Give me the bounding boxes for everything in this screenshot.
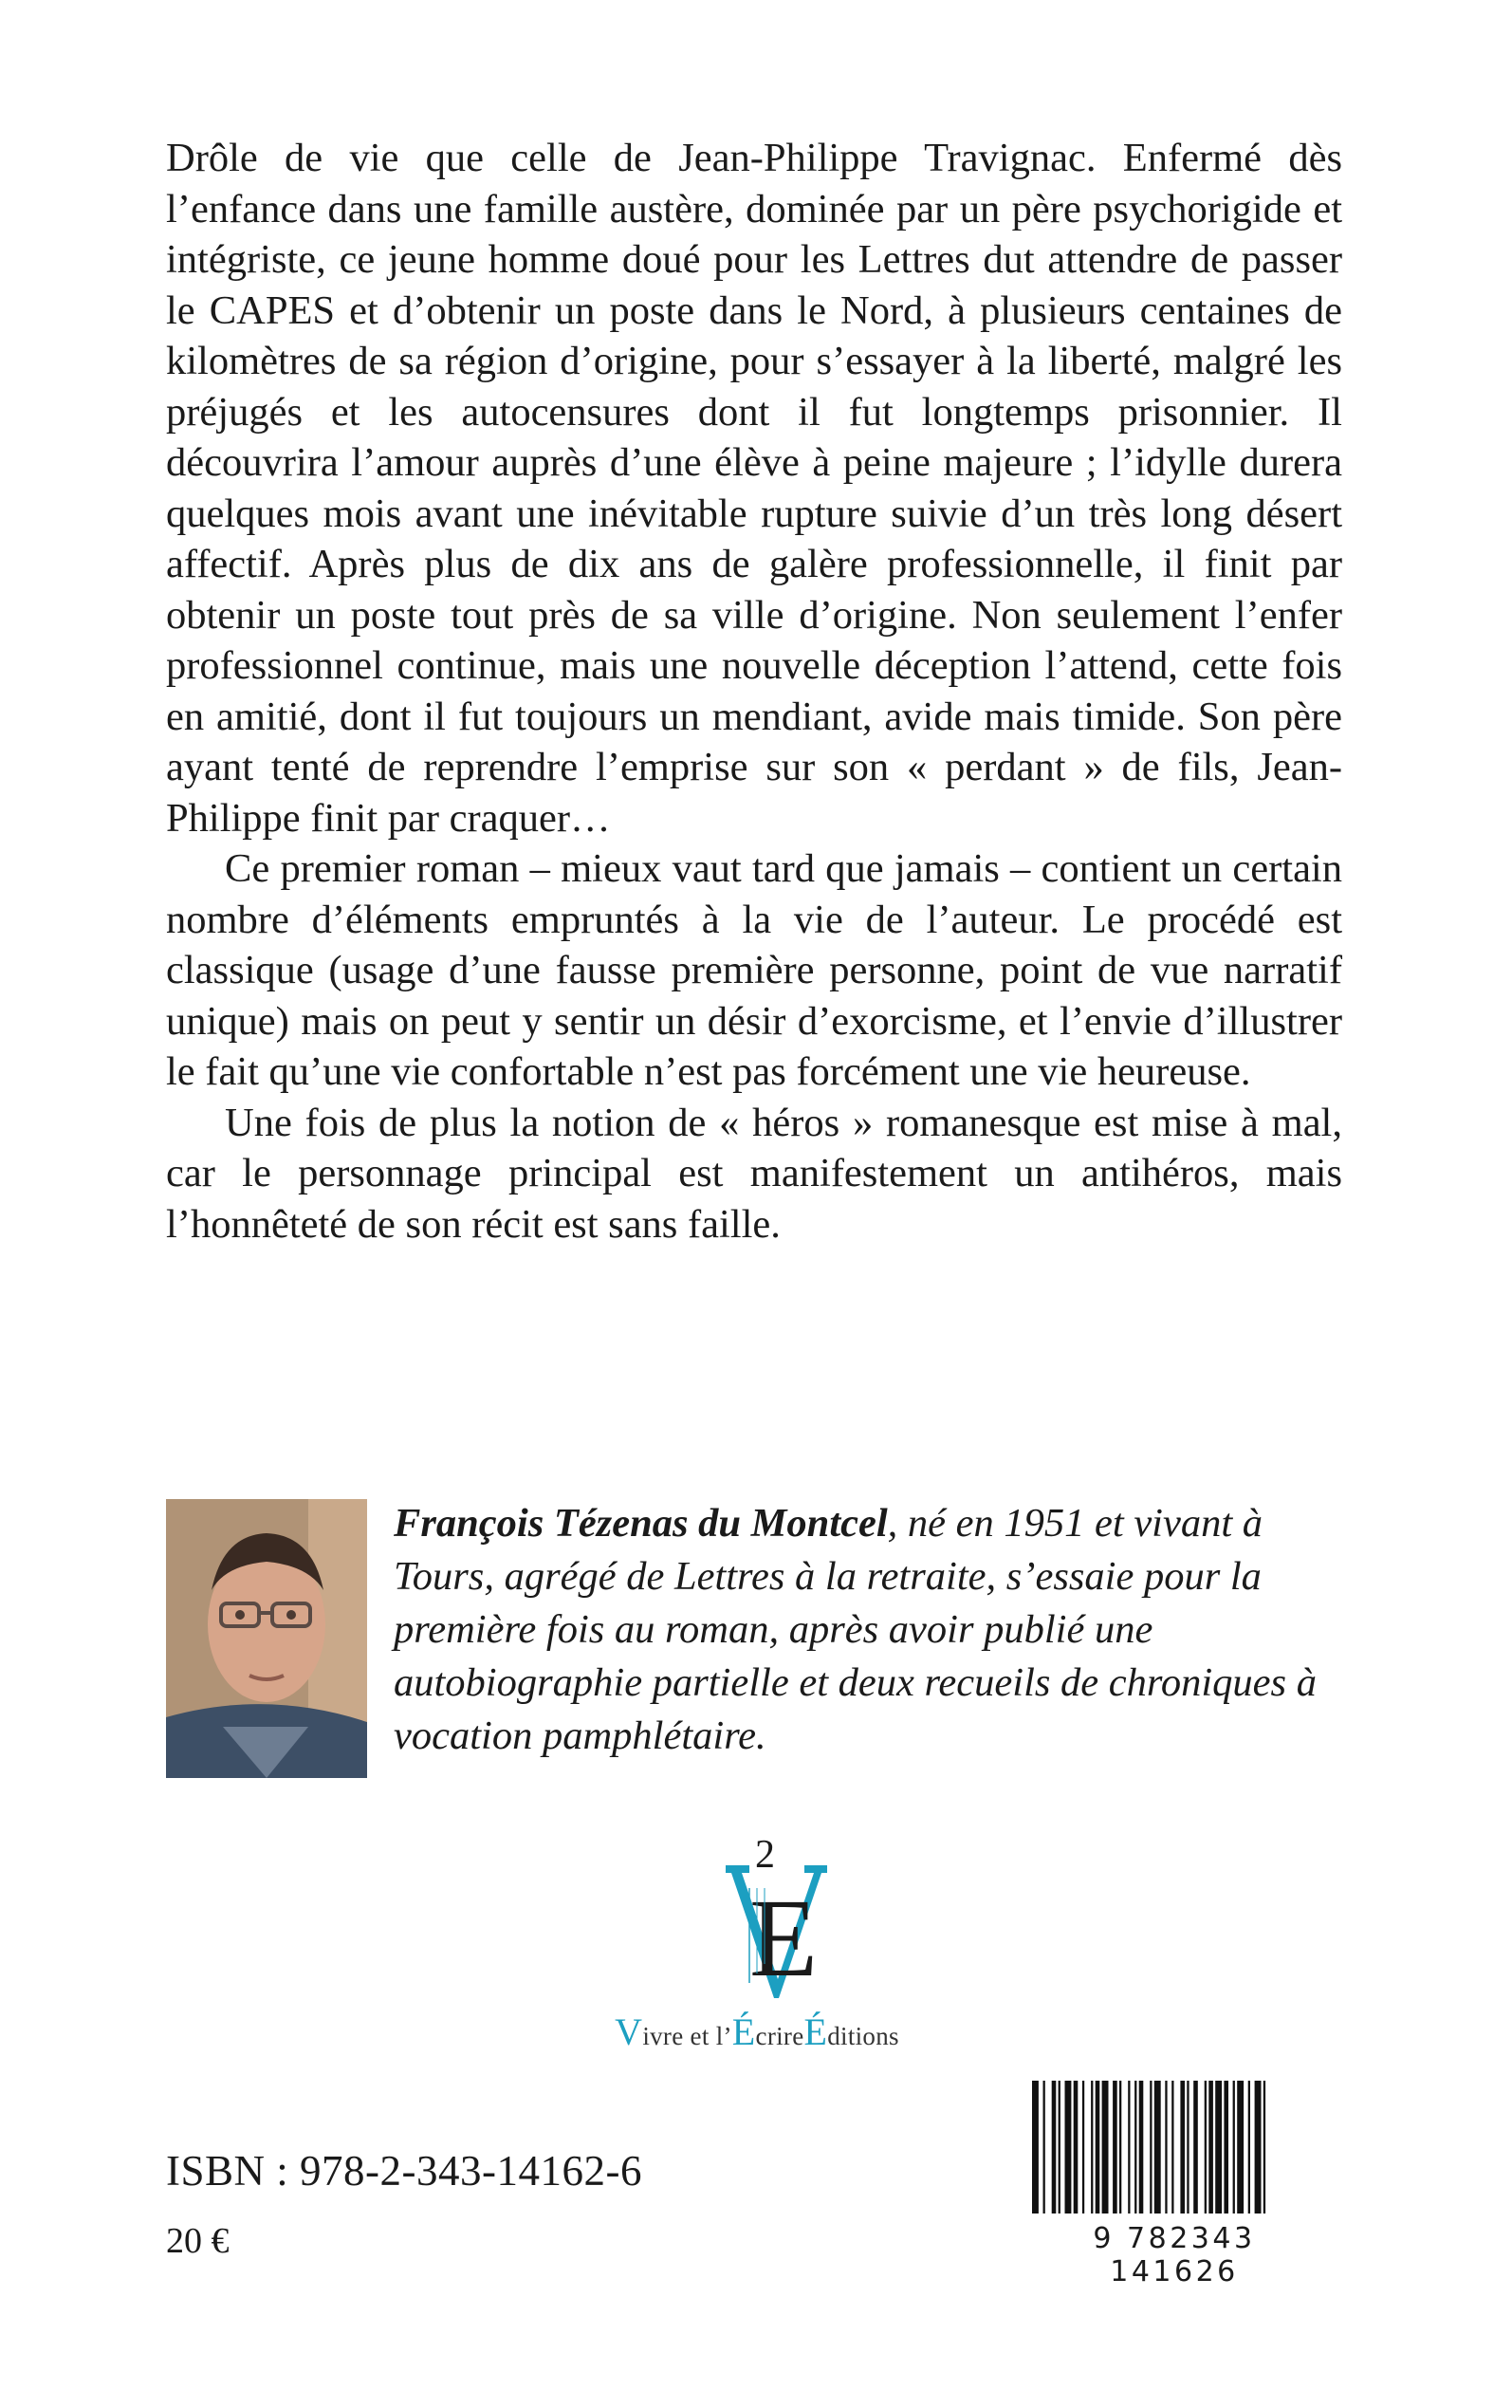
logo-digit-2: 2 <box>755 1833 775 1877</box>
barcode-bar <box>1205 2081 1207 2214</box>
caption-letter-e2: É <box>803 2010 828 2053</box>
caption-text-2: crire <box>755 2022 804 2050</box>
author-name: François Tézenas du Montcel <box>394 1501 888 1546</box>
barcode-bar <box>1139 2081 1144 2214</box>
barcode-bar <box>1091 2081 1093 2214</box>
blurb-paragraph-1: Drôle de vie que celle de Jean-Philippe Travignac. Enfermé dès l’enfance dans une famille austère, dominée par un père psychorigide et intégriste, ce jeune homme doué pour les Lettres dut attendre de passer le CAPES et d’obtenir un poste dans le Nord, à plusieurs centaines de kilomètres de sa région d’origine, pour s’essayer à la liberté, malgré les préjugés et les autocensures dont il fut longtemps prisonnier. Il découvrira l’amour auprès d’une élève à peine majeure ; l’idylle durera quelques mois avant une inévitable rupture suivie d’un très long désert affectif. Après plus de dix ans de galère professionnelle, il finit par obtenir un poste tout près de sa ville d’origine. Non seulement l’enfer professionnel continue, mais une nouvelle déception l’attend, cette fois en amitié, dont il fut toujours un mendiant, avide mais timide. Son père ayant tenté de reprendre l’emprise sur son « perdant » de fils, Jean-Philippe finit par craquer… <box>166 136 1342 841</box>
barcode-bar <box>1134 2081 1136 2214</box>
caption-text-3: ditions <box>827 2022 899 2050</box>
barcode-bar <box>1180 2081 1185 2214</box>
price: 20 € <box>166 2221 230 2261</box>
barcode-digits: 9 782343 141626 <box>1093 2222 1256 2288</box>
barcode-bar <box>1255 2081 1262 2214</box>
barcode-bar <box>1074 2081 1079 2214</box>
barcode-bar <box>1154 2081 1161 2214</box>
barcode-bar <box>1119 2081 1121 2214</box>
barcode-bar <box>1215 2081 1222 2214</box>
barcode-bar <box>1263 2081 1265 2214</box>
barcode-bar <box>1150 2081 1152 2214</box>
logo-letter-v: V <box>607 1831 608 1832</box>
caption-letter-e1: É <box>731 2010 756 2053</box>
blurb-paragraph-2: Ce premier roman – mieux vaut tard que jamais – contient un certain nombre d’éléments empruntés à la vie de l’auteur. Le procédé est classique (usage d’une fausse première personne, point de vue narratif unique) mais on peut y sentir un désir d’exorcisme, et l’envie d’illustrer le fait qu’une vie confortable n’est pas forcément une vie heureuse. <box>166 846 1342 1094</box>
barcode-bar <box>1096 2081 1100 2214</box>
barcode-bar <box>1113 2081 1117 2214</box>
barcode-bar <box>1102 2081 1109 2214</box>
barcode-bar <box>1237 2081 1244 2214</box>
barcode-bar <box>1193 2081 1198 2214</box>
back-cover-blurb <box>166 133 1342 1250</box>
publisher-name <box>586 2010 928 2054</box>
barcode-bar <box>1052 2081 1057 2214</box>
barcode-bar <box>1082 2081 1084 2214</box>
author-photo <box>166 1499 367 1778</box>
barcode-bar <box>1065 2081 1072 2214</box>
barcode-bar <box>1032 2081 1039 2214</box>
isbn: ISBN : 978-2-343-14162-6 <box>166 2147 642 2195</box>
barcode-bar <box>1224 2081 1228 2214</box>
barcode-bar <box>1128 2081 1130 2214</box>
author-bio <box>394 1497 1342 1763</box>
logo-letter-e: E <box>749 1876 819 2000</box>
caption-letter-v: V <box>615 2010 643 2053</box>
author-bio-text: , né en 1951 et vivant à Tours, agrégé de Lettres à la retraite, s’essaie pour la première fois au roman, après avoir publié une autobiographie partielle et deux recueils de chroniques à vocation pamphlétaire. <box>394 1501 1317 1758</box>
barcode-bar <box>1208 2081 1213 2214</box>
blurb-paragraph-3: Une fois de plus la notion de « héros » romanesque est mise à mal, car le personnage principal est manifestement un antihéros, mais l’honnêteté de son récit est sans faille. <box>166 1100 1342 1247</box>
barcode-bar <box>1171 2081 1173 2214</box>
barcode-bar <box>1165 2081 1167 2214</box>
caption-text-1: ivre et l’ <box>642 2022 732 2050</box>
barcode-bar <box>1248 2081 1250 2214</box>
barcode-bar <box>1059 2081 1060 2214</box>
barcode-bar <box>1187 2081 1189 2214</box>
barcode-bar <box>1233 2081 1235 2214</box>
barcode-bar <box>1043 2081 1045 2214</box>
